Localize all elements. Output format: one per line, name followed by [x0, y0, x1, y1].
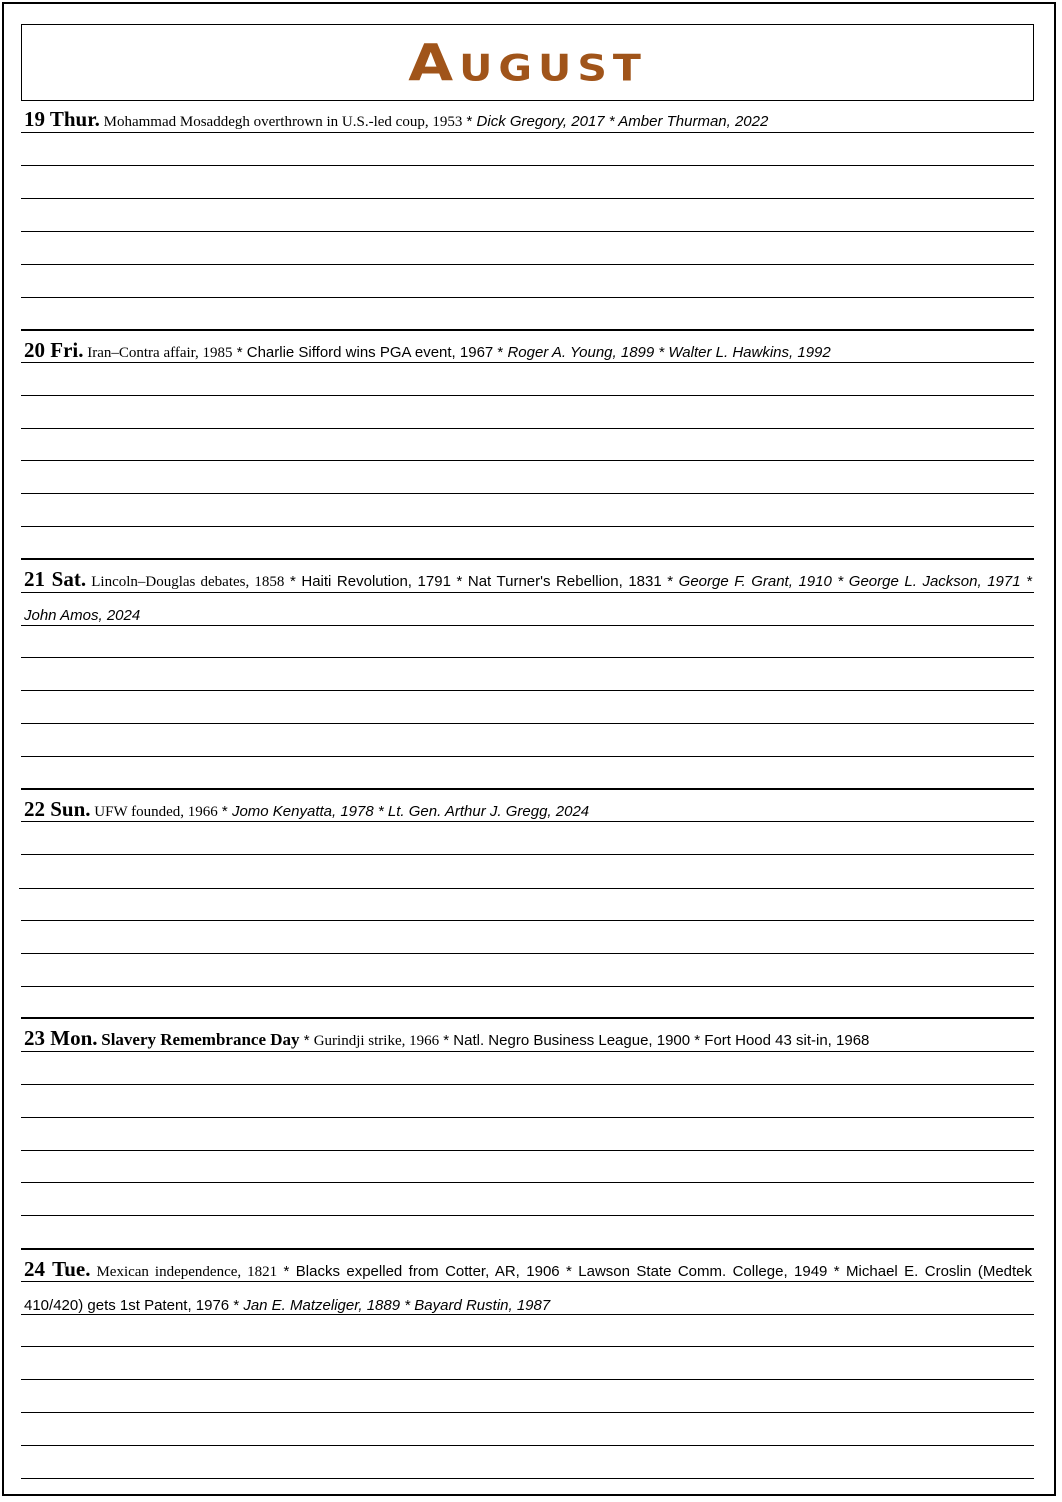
event-text: George F. Grant, 1910 — [678, 573, 832, 590]
ruled-line — [21, 1346, 1034, 1347]
ruled-line — [21, 1379, 1034, 1380]
ruled-line — [21, 460, 1034, 461]
ruled-line — [21, 165, 1034, 166]
day-section — [21, 332, 1034, 560]
event-text: Roger A. Young, 1899 — [507, 344, 655, 361]
ruled-line — [21, 723, 1034, 724]
event-text: John Amos, 2024 — [24, 607, 141, 624]
section-divider — [21, 1017, 1034, 1019]
day-label: 20 Fri. — [24, 338, 84, 362]
ruled-line — [21, 690, 1034, 691]
ruled-line — [21, 132, 1034, 133]
day-section — [21, 102, 1034, 330]
event-text: Slavery Remembrance Day — [101, 1030, 300, 1049]
event-text: * — [299, 1032, 314, 1049]
event-text: * — [217, 803, 232, 820]
event-text: Dick Gregory, 2017 — [476, 113, 605, 130]
day-label: 21 Sat. — [24, 567, 87, 591]
event-text: * — [831, 573, 849, 590]
event-text: * — [604, 113, 619, 130]
event-text: * Blacks expelled from Cotter, AR, 1906 * Lawson State Comm. College, 1949 * Michael E. Croslin (Medtek 410/420) gets 1st Patent, 1976 * — [24, 1263, 1033, 1314]
event-text: Gurindji strike, 1966 — [313, 1033, 440, 1049]
event-text: * — [373, 803, 388, 820]
day-events — [24, 1264, 1032, 1314]
event-text: * — [1020, 573, 1032, 590]
ruled-line — [21, 1117, 1034, 1118]
ruled-line — [21, 297, 1034, 298]
event-text: Mohammad Mosaddegh overthrown in U.S.-led coup, 1953 — [103, 114, 463, 130]
day-section — [21, 1020, 1034, 1248]
day-label: 19 Thur. — [24, 107, 100, 131]
day-entry — [24, 793, 1032, 829]
ruled-line — [21, 395, 1034, 396]
event-text: Lt. Gen. Arthur J. Gregg, 2024 — [387, 803, 590, 820]
ruled-line — [21, 920, 1034, 921]
ruled-line — [21, 198, 1034, 199]
day-label: 24 Tue. — [24, 1257, 91, 1281]
day-entry — [24, 1253, 1032, 1323]
ruled-line — [21, 1051, 1034, 1052]
day-section — [21, 791, 1034, 1019]
ruled-line — [21, 526, 1034, 527]
ruled-line — [21, 1281, 1034, 1282]
ruled-line — [21, 657, 1034, 658]
day-entry — [24, 334, 1032, 370]
event-text: Lincoln–Douglas debates, 1858 — [91, 574, 285, 590]
ruled-line — [21, 1215, 1034, 1216]
event-text: * — [400, 1297, 415, 1314]
ruled-line — [21, 1478, 1034, 1479]
event-text: Amber Thurman, 2022 — [618, 113, 769, 130]
day-entry — [24, 563, 1032, 633]
ruled-line — [21, 428, 1034, 429]
ruled-line — [21, 756, 1034, 757]
ruled-line — [21, 231, 1034, 232]
ruled-line — [21, 1150, 1034, 1151]
event-text: * Natl. Negro Business League, 1900 * Fort Hood 43 sit-in, 1968 — [439, 1032, 870, 1049]
ruled-line — [21, 1314, 1034, 1315]
ruled-line — [21, 592, 1034, 593]
section-divider — [21, 558, 1034, 560]
section-divider — [21, 329, 1034, 331]
event-text: UFW founded, 1966 — [94, 804, 218, 820]
day-label: 22 Sun. — [24, 797, 91, 821]
ruled-line — [21, 1182, 1034, 1183]
day-label: 23 Mon. — [24, 1026, 98, 1050]
ruled-line — [21, 953, 1034, 954]
day-events — [94, 804, 589, 820]
month-title: August — [408, 32, 647, 93]
ruled-line — [21, 986, 1034, 987]
ruled-line — [21, 854, 1034, 855]
event-text: Mexican independence, 1821 — [96, 1264, 278, 1280]
ruled-line — [21, 625, 1034, 626]
event-text: * Charlie Sifford wins PGA event, 1967 * — [232, 344, 508, 361]
event-text: Jomo Kenyatta, 1978 — [231, 803, 374, 820]
ruled-line — [21, 362, 1034, 363]
ruled-line — [21, 493, 1034, 494]
month-header — [21, 24, 1034, 101]
day-events — [104, 114, 769, 130]
ruled-line — [21, 1412, 1034, 1413]
event-text: Walter L. Hawkins, 1992 — [668, 344, 831, 361]
ruled-line — [21, 1084, 1034, 1085]
day-events — [101, 1030, 870, 1049]
event-text: Bayard Rustin, 1987 — [414, 1297, 551, 1314]
section-divider — [21, 788, 1034, 790]
day-entry — [24, 103, 1032, 139]
ruled-line — [21, 1445, 1034, 1446]
event-text: * — [462, 113, 477, 130]
event-text: * Haiti Revolution, 1791 * Nat Turner's Rebellion, 1831 * — [284, 573, 679, 590]
event-text: Jan E. Matzeliger, 1889 — [243, 1297, 401, 1314]
ruled-line — [19, 888, 1034, 889]
event-text: Iran–Contra affair, 1985 — [87, 345, 233, 361]
day-section — [21, 561, 1034, 789]
ruled-line — [21, 821, 1034, 822]
day-section — [21, 1250, 1034, 1480]
day-events — [24, 574, 1032, 624]
day-entry — [24, 1022, 1032, 1058]
event-text: George L. Jackson, 1971 — [848, 573, 1021, 590]
ruled-line — [21, 264, 1034, 265]
event-text: * — [654, 344, 669, 361]
day-events — [87, 345, 831, 361]
